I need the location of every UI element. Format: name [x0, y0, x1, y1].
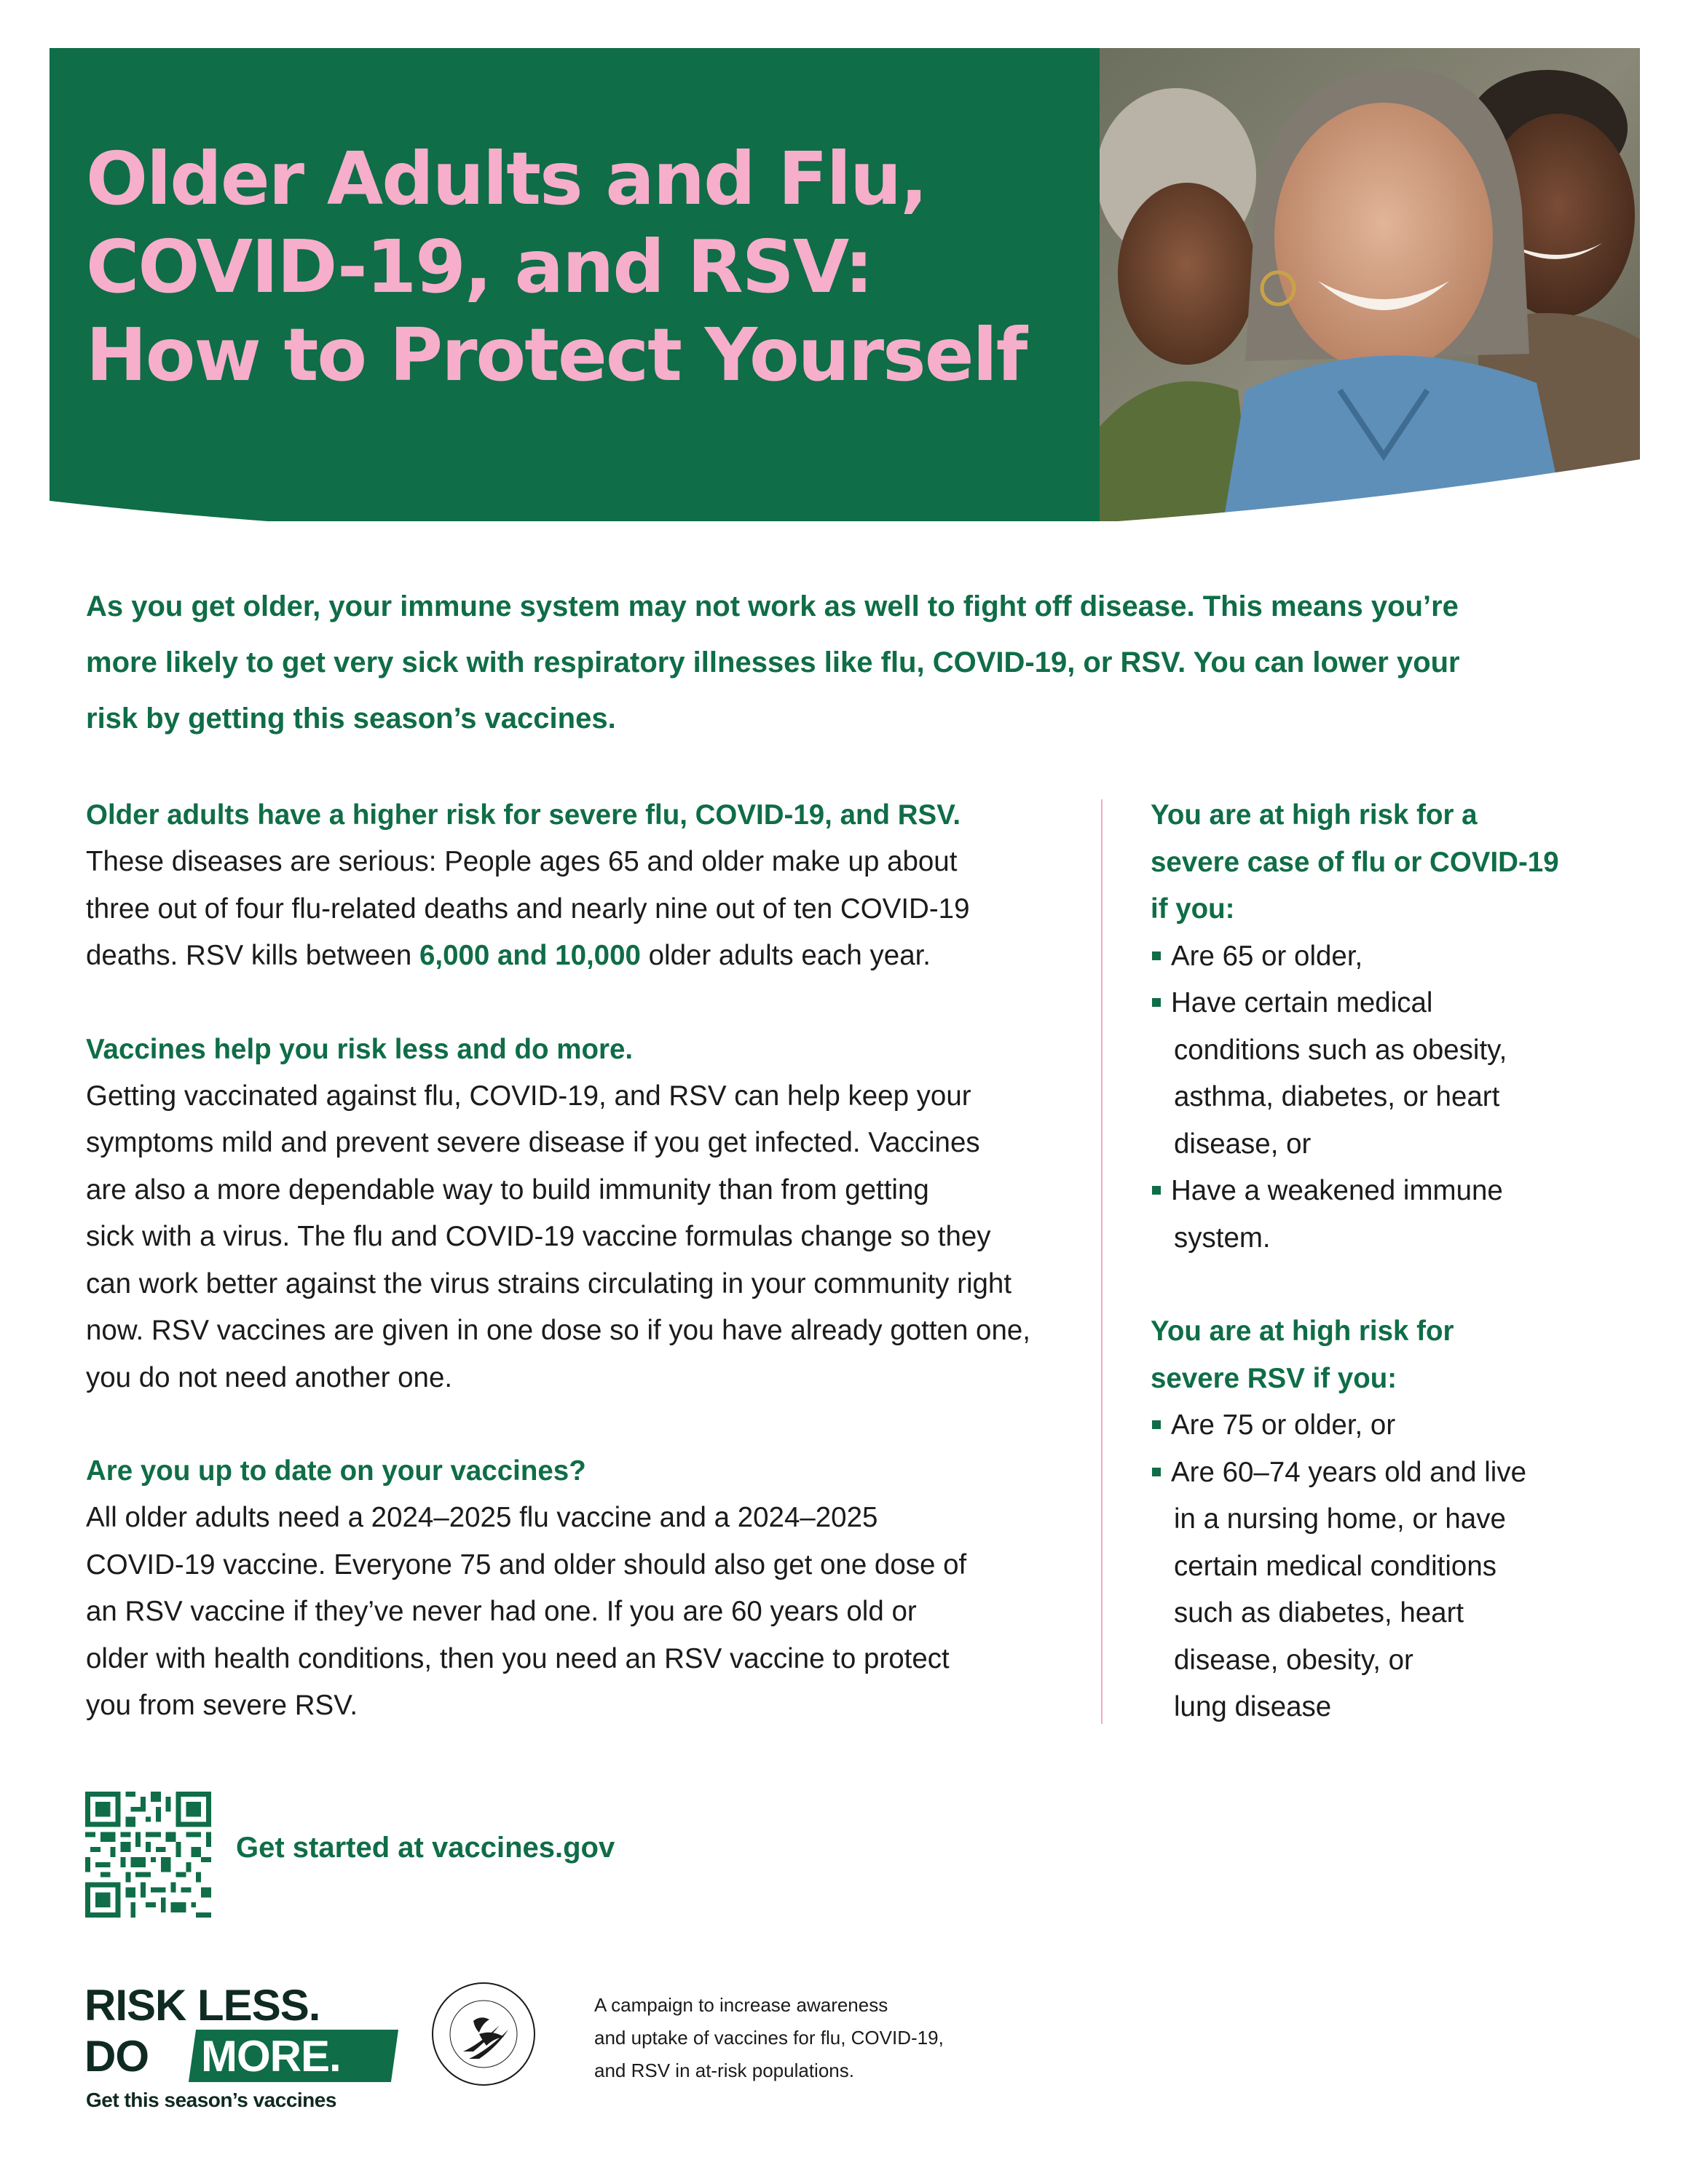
vaccines-gov-link[interactable]: Get started at vaccines.gov — [236, 1832, 615, 1864]
campaign-logo-more: MORE. — [201, 2032, 341, 2081]
text-fragment: deaths. RSV kills between — [86, 940, 419, 971]
body-line: sick with a virus. The flu and COVID-19 vaccine formulas change so they — [86, 1221, 991, 1252]
campaign-logo-do: DO — [84, 2032, 149, 2081]
body-line — [86, 933, 1091, 980]
text-fragment: older adults each year. — [640, 940, 931, 971]
list-item-line: certain medical conditions — [1174, 1550, 1496, 1582]
body-line: Getting vaccinated against flu, COVID-19, and RSV can help keep your — [86, 1080, 971, 1112]
title-line: How to Protect Yourself — [86, 312, 1027, 397]
section-heading: Older adults have a higher risk for severe flu, COVID-19, and RSV. — [86, 799, 961, 831]
bullet-square-icon — [1152, 1468, 1161, 1476]
left-column — [86, 792, 1091, 1776]
campaign-logo-risk-less: RISK LESS. — [84, 1981, 320, 2030]
campaign-line: and RSV in at-risk populations. — [594, 2060, 854, 2081]
body-line: can work better against the virus strains circulating in your community right — [86, 1267, 1012, 1299]
box-heading-line: severe case of flu or COVID-19 — [1151, 846, 1559, 878]
bullet-square-icon — [1152, 1186, 1161, 1195]
intro-line: more likely to get very sick with respiratory illnesses like flu, COVID-19, or RSV. You can lower your — [86, 646, 1460, 678]
hhs-seal-icon — [428, 1979, 539, 2089]
bullet-square-icon — [1152, 998, 1161, 1007]
list-item-line: asthma, diabetes, or heart — [1174, 1081, 1500, 1112]
campaign-logo-tagline: Get this season’s vaccines — [86, 2089, 336, 2111]
body-line: older with health conditions, then you need an RSV vaccine to protect — [86, 1642, 950, 1674]
campaign-line: and uptake of vaccines for flu, COVID-19, — [594, 2027, 944, 2049]
list-item-line: lung disease — [1174, 1691, 1332, 1722]
intro-line: risk by getting this season’s vaccines. — [86, 703, 616, 735]
list-item — [1151, 1449, 1646, 1731]
page-title — [86, 135, 1062, 399]
list-item-line: Are 60–74 years old and live — [1171, 1456, 1526, 1488]
list-item-line: Are 65 or older, — [1171, 940, 1363, 972]
list-item-line: in a nursing home, or have — [1174, 1503, 1506, 1535]
bullet-square-icon — [1152, 1420, 1161, 1429]
campaign-line: A campaign to increase awareness — [594, 1994, 888, 2016]
list-item-line: disease, or — [1174, 1128, 1312, 1160]
list-item-line: Are 75 or older, or — [1171, 1409, 1396, 1441]
column-divider — [1101, 799, 1103, 1724]
bullet-square-icon — [1152, 951, 1161, 960]
flu-covid-risk-box — [1151, 792, 1646, 1262]
list-item-line: Have a weakened immune — [1171, 1175, 1503, 1206]
list-item-line: Have certain medical — [1171, 987, 1433, 1018]
box-heading-line: if you: — [1151, 893, 1235, 925]
highlight-number: 6,000 and 10,000 — [419, 940, 641, 971]
title-line: Older Adults and Flu, — [86, 136, 927, 221]
list-item — [1151, 933, 1646, 981]
qr-code-icon[interactable] — [85, 1792, 211, 1918]
body-line: symptoms mild and prevent severe disease if you get infected. Vaccines — [86, 1127, 980, 1158]
box-heading-line: You are at high risk for — [1151, 1315, 1454, 1347]
list-item-line: such as diabetes, heart — [1174, 1597, 1464, 1629]
section-heading: Are you up to date on your vaccines? — [86, 1455, 586, 1487]
list-item — [1151, 980, 1646, 1168]
vaccines-section — [86, 1026, 1091, 1402]
body-line: you do not need another one. — [86, 1361, 453, 1393]
list-item-line: conditions such as obesity, — [1174, 1034, 1507, 1066]
section-heading: Vaccines help you risk less and do more. — [86, 1033, 634, 1065]
rsv-risk-box — [1151, 1308, 1646, 1731]
list-item-line: system. — [1174, 1222, 1271, 1254]
list-item-line: disease, obesity, or — [1174, 1644, 1413, 1676]
title-line: COVID-19, and RSV: — [86, 224, 872, 309]
intro-paragraph — [86, 579, 1615, 747]
campaign-description — [594, 1989, 944, 2087]
body-line: you from severe RSV. — [86, 1690, 358, 1721]
risk-section — [86, 792, 1091, 980]
body-line: now. RSV vaccines are given in one dose so if you have already gotten one, — [86, 1315, 1030, 1346]
list-item — [1151, 1402, 1646, 1449]
box-heading-line: You are at high risk for a — [1151, 799, 1478, 831]
body-line: COVID-19 vaccine. Everyone 75 and older should also get one dose of — [86, 1548, 967, 1580]
header-curve-divider — [0, 408, 1688, 553]
box-heading-line: severe RSV if you: — [1151, 1362, 1397, 1394]
body-line: All older adults need a 2024–2025 flu vaccine and a 2024–2025 — [86, 1502, 878, 1533]
body-line: are also a more dependable way to build immunity than from getting — [86, 1174, 929, 1206]
body-line: an RSV vaccine if they’ve never had one. If you are 60 years old or — [86, 1596, 917, 1627]
list-item — [1151, 1168, 1646, 1262]
body-line: These diseases are serious: People ages 65 and older make up about — [86, 846, 958, 877]
up-to-date-section — [86, 1448, 1091, 1730]
body-line: three out of four flu-related deaths and nearly nine out of ten COVID-19 — [86, 893, 970, 925]
intro-line: As you get older, your immune system may not work as well to fight off disease. This means you’re — [86, 590, 1459, 622]
right-column — [1151, 792, 1646, 1778]
